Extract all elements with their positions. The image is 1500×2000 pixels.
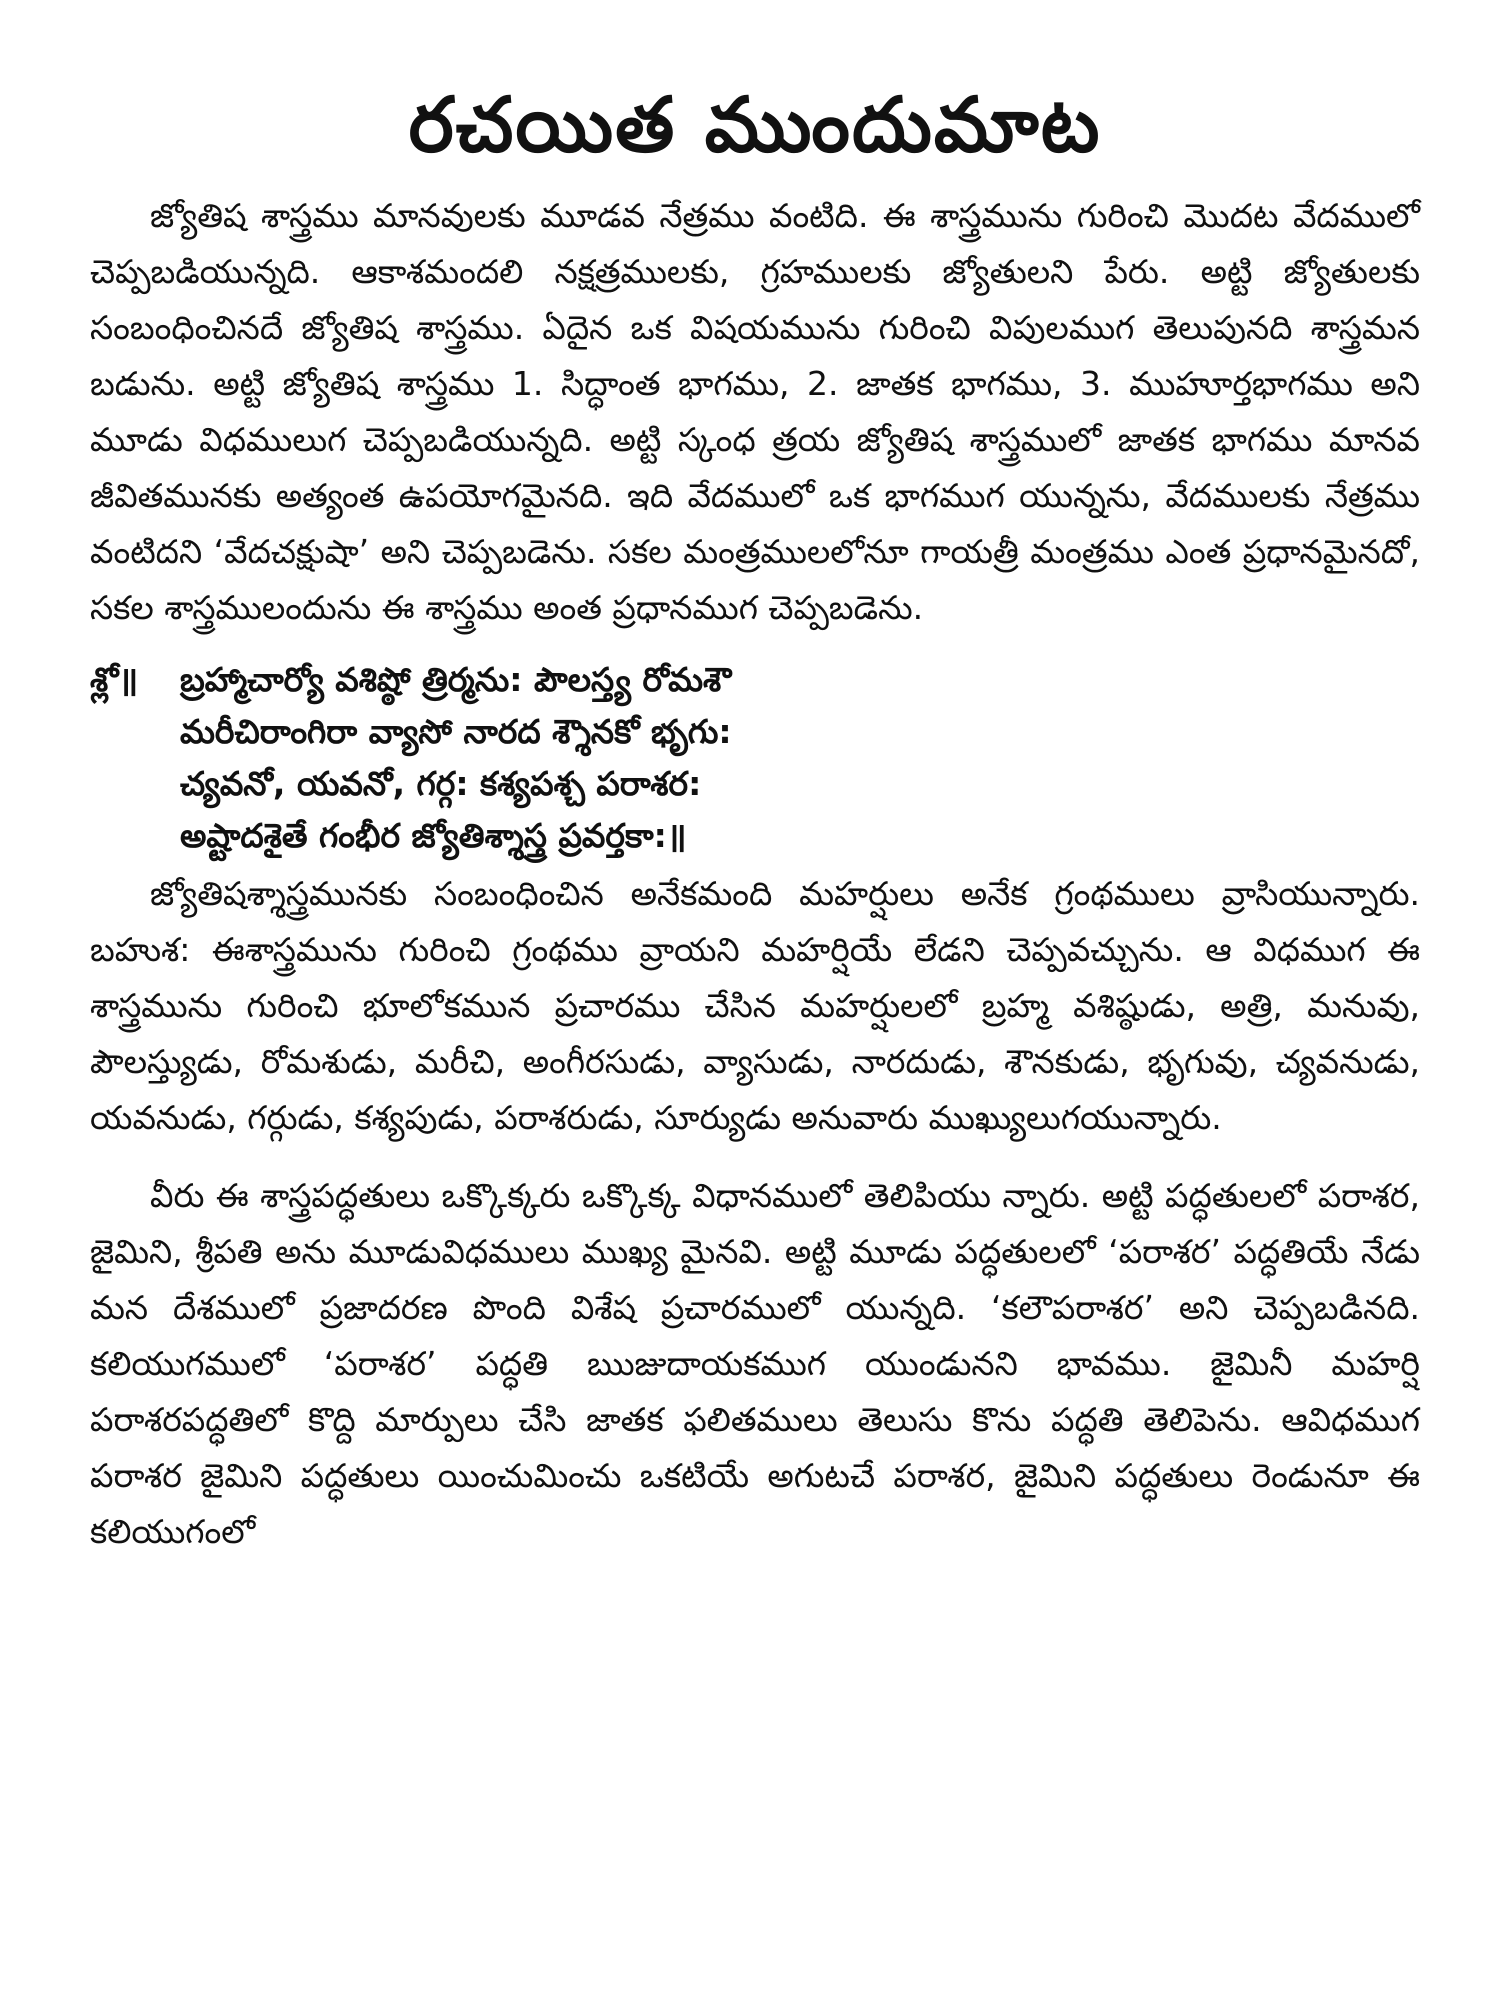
sloka-block xyxy=(90,654,1420,862)
sloka-line: చ్యవనో, యవనో, గర్గ: కశ్యపశ్చ పరాశర: xyxy=(180,764,702,803)
sloka-label: శ్లో॥ xyxy=(90,660,139,699)
sloka-line: బ్రహ్మాచార్యో వశిష్ఠో త్రిర్మను: పౌలస్త్య రోమశౌ xyxy=(180,660,732,699)
sloka-line: మరీచిరాంగిరా వ్యాసో నారద శ్శౌనకో భృగు: xyxy=(180,712,732,751)
paragraph-intro: జ్యోతిష శాస్త్రము మానవులకు మూడవ నేత్రము వంటిది. ఈ శాస్త్రమును గురించి మొదట వేదములో చెప్పబడియున్నది. ఆకాశమందలి నక్షత్రములకు, గ్రహములకు జ్యోతులని పేరు. అట్టి జ్యోతులకు సంబంధించినదే జ్యోతిష శాస్త్రము. ఏదైన ఒక విషయమును గురించి విపులముగ తెలుపునది శాస్త్రమన బడును. అట్టి జ్యోతిష శాస్త్రము 1. సిద్ధాంత భాగము, 2. జాతక భాగము, 3. ముహూర్తభాగము అని మూడు విధములుగ చెప్పబడియున్నది. అట్టి స్కంధ త్రయ జ్యోతిష శాస్త్రములో జాతక భాగము మానవ జీవితమునకు అత్యంత ఉపయోగమైనది. ఇది వేదములో ఒక భాగముగ యున్నను, వేదములకు నేత్రము వంటిదని ‘వేదచక్షుషా’ అని చెప్పబడెను. సకల మంత్రములలోనూ గాయత్రీ మంత్రము ఎంత ప్రధానమైనదో, సకల శాస్త్రములందును ఈ శాస్త్రము అంత ప్రధానముగ చెప్పబడెను. xyxy=(90,196,1420,627)
sloka-lines xyxy=(180,654,1420,862)
page-title: రచయిత ముందుమాట xyxy=(408,80,1102,169)
sloka-line: అష్టాదశైతే గంభీర జ్యోతిశ్శాస్త్ర ప్రవర్తకా:॥ xyxy=(180,816,687,855)
page-content xyxy=(90,70,1420,1560)
paragraph-sages: జ్యోతిషశ్శాస్త్రమునకు సంబంధించిన అనేకమంది మహర్షులు అనేక గ్రంథములు వ్రాసియున్నారు. బహుశ: ఈశాస్త్రమును గురించి గ్రంథము వ్రాయని మహర్షియే లేడని చెప్పవచ్చును. ఆ విధముగ ఈ శాస్త్రమును గురించి భూలోకమున ప్రచారము చేసిన మహర్షులలో బ్రహ్మ వశిష్ఠుడు, అత్రి, మనువు, పౌలస్త్యుడు, రోమశుడు, మరీచి, అంగీరసుడు, వ్యాసుడు, నారదుడు, శౌనకుడు, భృగువు, చ్యవనుడు, యవనుడు, గర్గుడు, కశ్యపుడు, పరాశరుడు, సూర్యుడు అనువారు ముఖ్యులుగయున్నారు. xyxy=(90,874,1420,1137)
paragraph-methods: వీరు ఈ శాస్త్రపద్ధతులు ఒక్కొక్కరు ఒక్కొక్క విధానములో తెలిపియు న్నారు. అట్టి పద్ధతులలో పరాశర, జైమిని, శ్రీపతి అను మూడువిధములు ముఖ్య మైనవి. అట్టి మూడు పద్ధతులలో ‘పరాశర’ పద్ధతియే నేడు మన దేశములో ప్రజాదరణ పొంది విశేష ప్రచారములో యున్నది. ‘కలౌపరాశర’ అని చెప్పబడినది. కలియుగములో ‘పరాశర’ పద్ధతి ఋజుదాయకముగ యుండునని భావము. జైమినీ మహర్షి పరాశరపద్ధతిలో కొద్ది మార్పులు చేసి జాతక ఫలితములు తెలుసు కొను పద్ధతి తెలిపెను. ఆవిధముగ పరాశర జైమిని పద్ధతులు యించుమించు ఒకటియే అగుటచే పరాశర, జైమిని పద్ధతులు రెండునూ ఈ కలియుగంలో xyxy=(90,1176,1420,1551)
